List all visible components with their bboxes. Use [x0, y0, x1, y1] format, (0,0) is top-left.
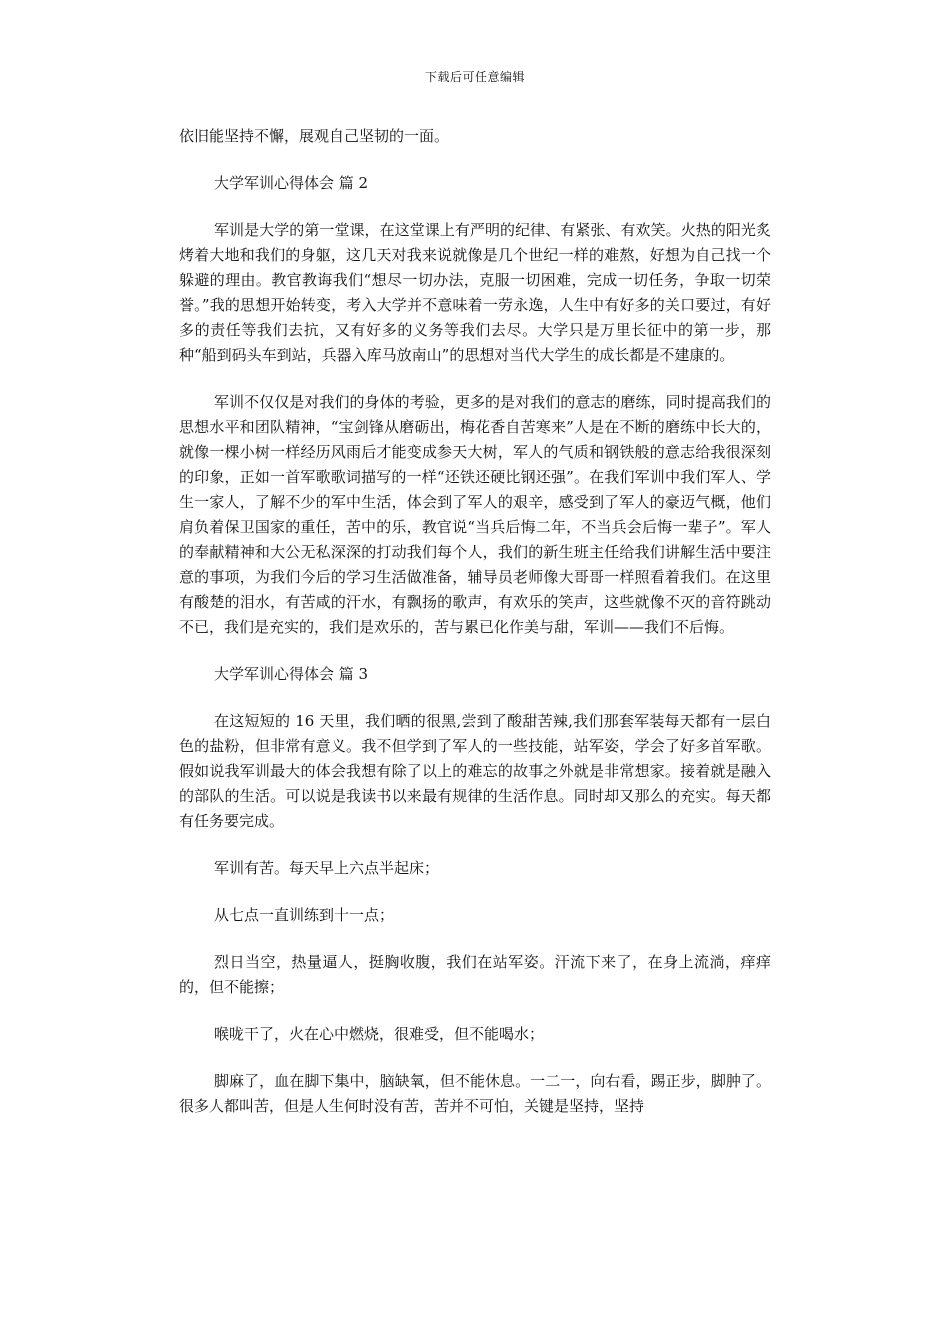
paragraph-continuation: 依旧能坚持不懈，展观自己坚韧的一面。	[179, 127, 450, 145]
section-3-paragraph-3: 从七点一直训练到十一点；	[214, 906, 395, 924]
page-header-note: 下载后可任意编辑	[424, 70, 525, 84]
section-3-paragraph-6: 脚麻了，血在脚下集中，脑缺氧，但不能休息。一二一，向右看，踢正步，脚肿了。很多人都叫苦，但是人生何时没有苦，苦并不可怕，关键是坚持，坚持	[179, 1072, 771, 1115]
document-body	[179, 124, 771, 1141]
section-3-paragraph-2: 军训有苦。每天早上六点半起床；	[214, 859, 440, 877]
section-2-paragraph-1: 军训是大学的第一堂课，在这堂课上有严明的纪律、有紧张、有欢笑。火热的阳光炙烤着大地和我们的身躯，这几天对我来说就像是几个世纪一样的难熬，好想为自己找一个躲避的理由。教官教诲我们“想尽一切办法，克服一切困难，完成一切任务，争取一切荣誉。”我的思想开始转变，考入大学并不意味着一劳永逸，人生中有好多的关口要过，有好多的责任等我们去抗，又有好多的义务等我们去尽。大学只是万里长征中的第一步，那种“船到码头车到站，兵器入库马放南山”的思想对当代大学生的成长都是不建康的。	[179, 221, 771, 364]
section-2-paragraph-2: 军训不仅仅是对我们的身体的考验，更多的是对我们的意志的磨练，同时提高我们的思想水平和团队精神，“宝剑锋从磨砺出，梅花香自苦寒来”人是在不断的磨练中长大的，就像一棵小树一样经历风雨后才能变成参天大树，军人的气质和钢铁般的意志给我很深刻的印象，正如一首军歌歌词描写的一样“还铁还硬比钢还强”。在我们军训中我们军人、学生一家人，了解不少的军中生活，体会到了军人的艰辛，感受到了军人的豪迈气概，他们肩负着保卫国家的重任，苦中的乐，教官说“当兵后悔二年，不当兵会后悔一辈子”。军人的奉献精神和大公无私深深的打动我们每个人，我们的新生班主任给我们讲解生活中要注意的事项，为我们今后的学习生活做准备，辅导员老师像大哥哥一样照看着我们。在这里有酸楚的泪水，有苦咸的汗水，有飘扬的歌声，有欢乐的笑声，这些就像不灭的音符跳动不已，我们是充实的，我们是欢乐的，苦与累已化作美与甜，军训——我们不后悔。	[179, 393, 771, 636]
section-3-paragraph-1: 在这短短的 16 天里，我们晒的很黑,尝到了酸甜苦辣,我们那套军装每天都有一层白色的盐粉，但非常有意义。我不但学到了军人的一些技能，站军姿，学会了好多首军歌。假如说我军训最大的体会我想有除了以上的难忘的故事之外就是非常想家。接着就是融入的部队的生活。可以说是我读书以来最有规律的生活作息。同时却又那么的充实。每天都有任务要完成。	[179, 712, 771, 830]
section-title-3: 大学军训心得体会 篇 3	[214, 665, 369, 683]
section-3-paragraph-5: 喉咙干了，火在心中燃烧，很难受，但不能喝水；	[214, 1025, 545, 1043]
section-title-2: 大学军训心得体会 篇 2	[214, 174, 369, 192]
section-3-paragraph-4: 烈日当空，热量逼人，挺胸收腹，我们在站军姿。汗流下来了，在身上流淌，痒痒的，但不能擦；	[179, 953, 771, 996]
